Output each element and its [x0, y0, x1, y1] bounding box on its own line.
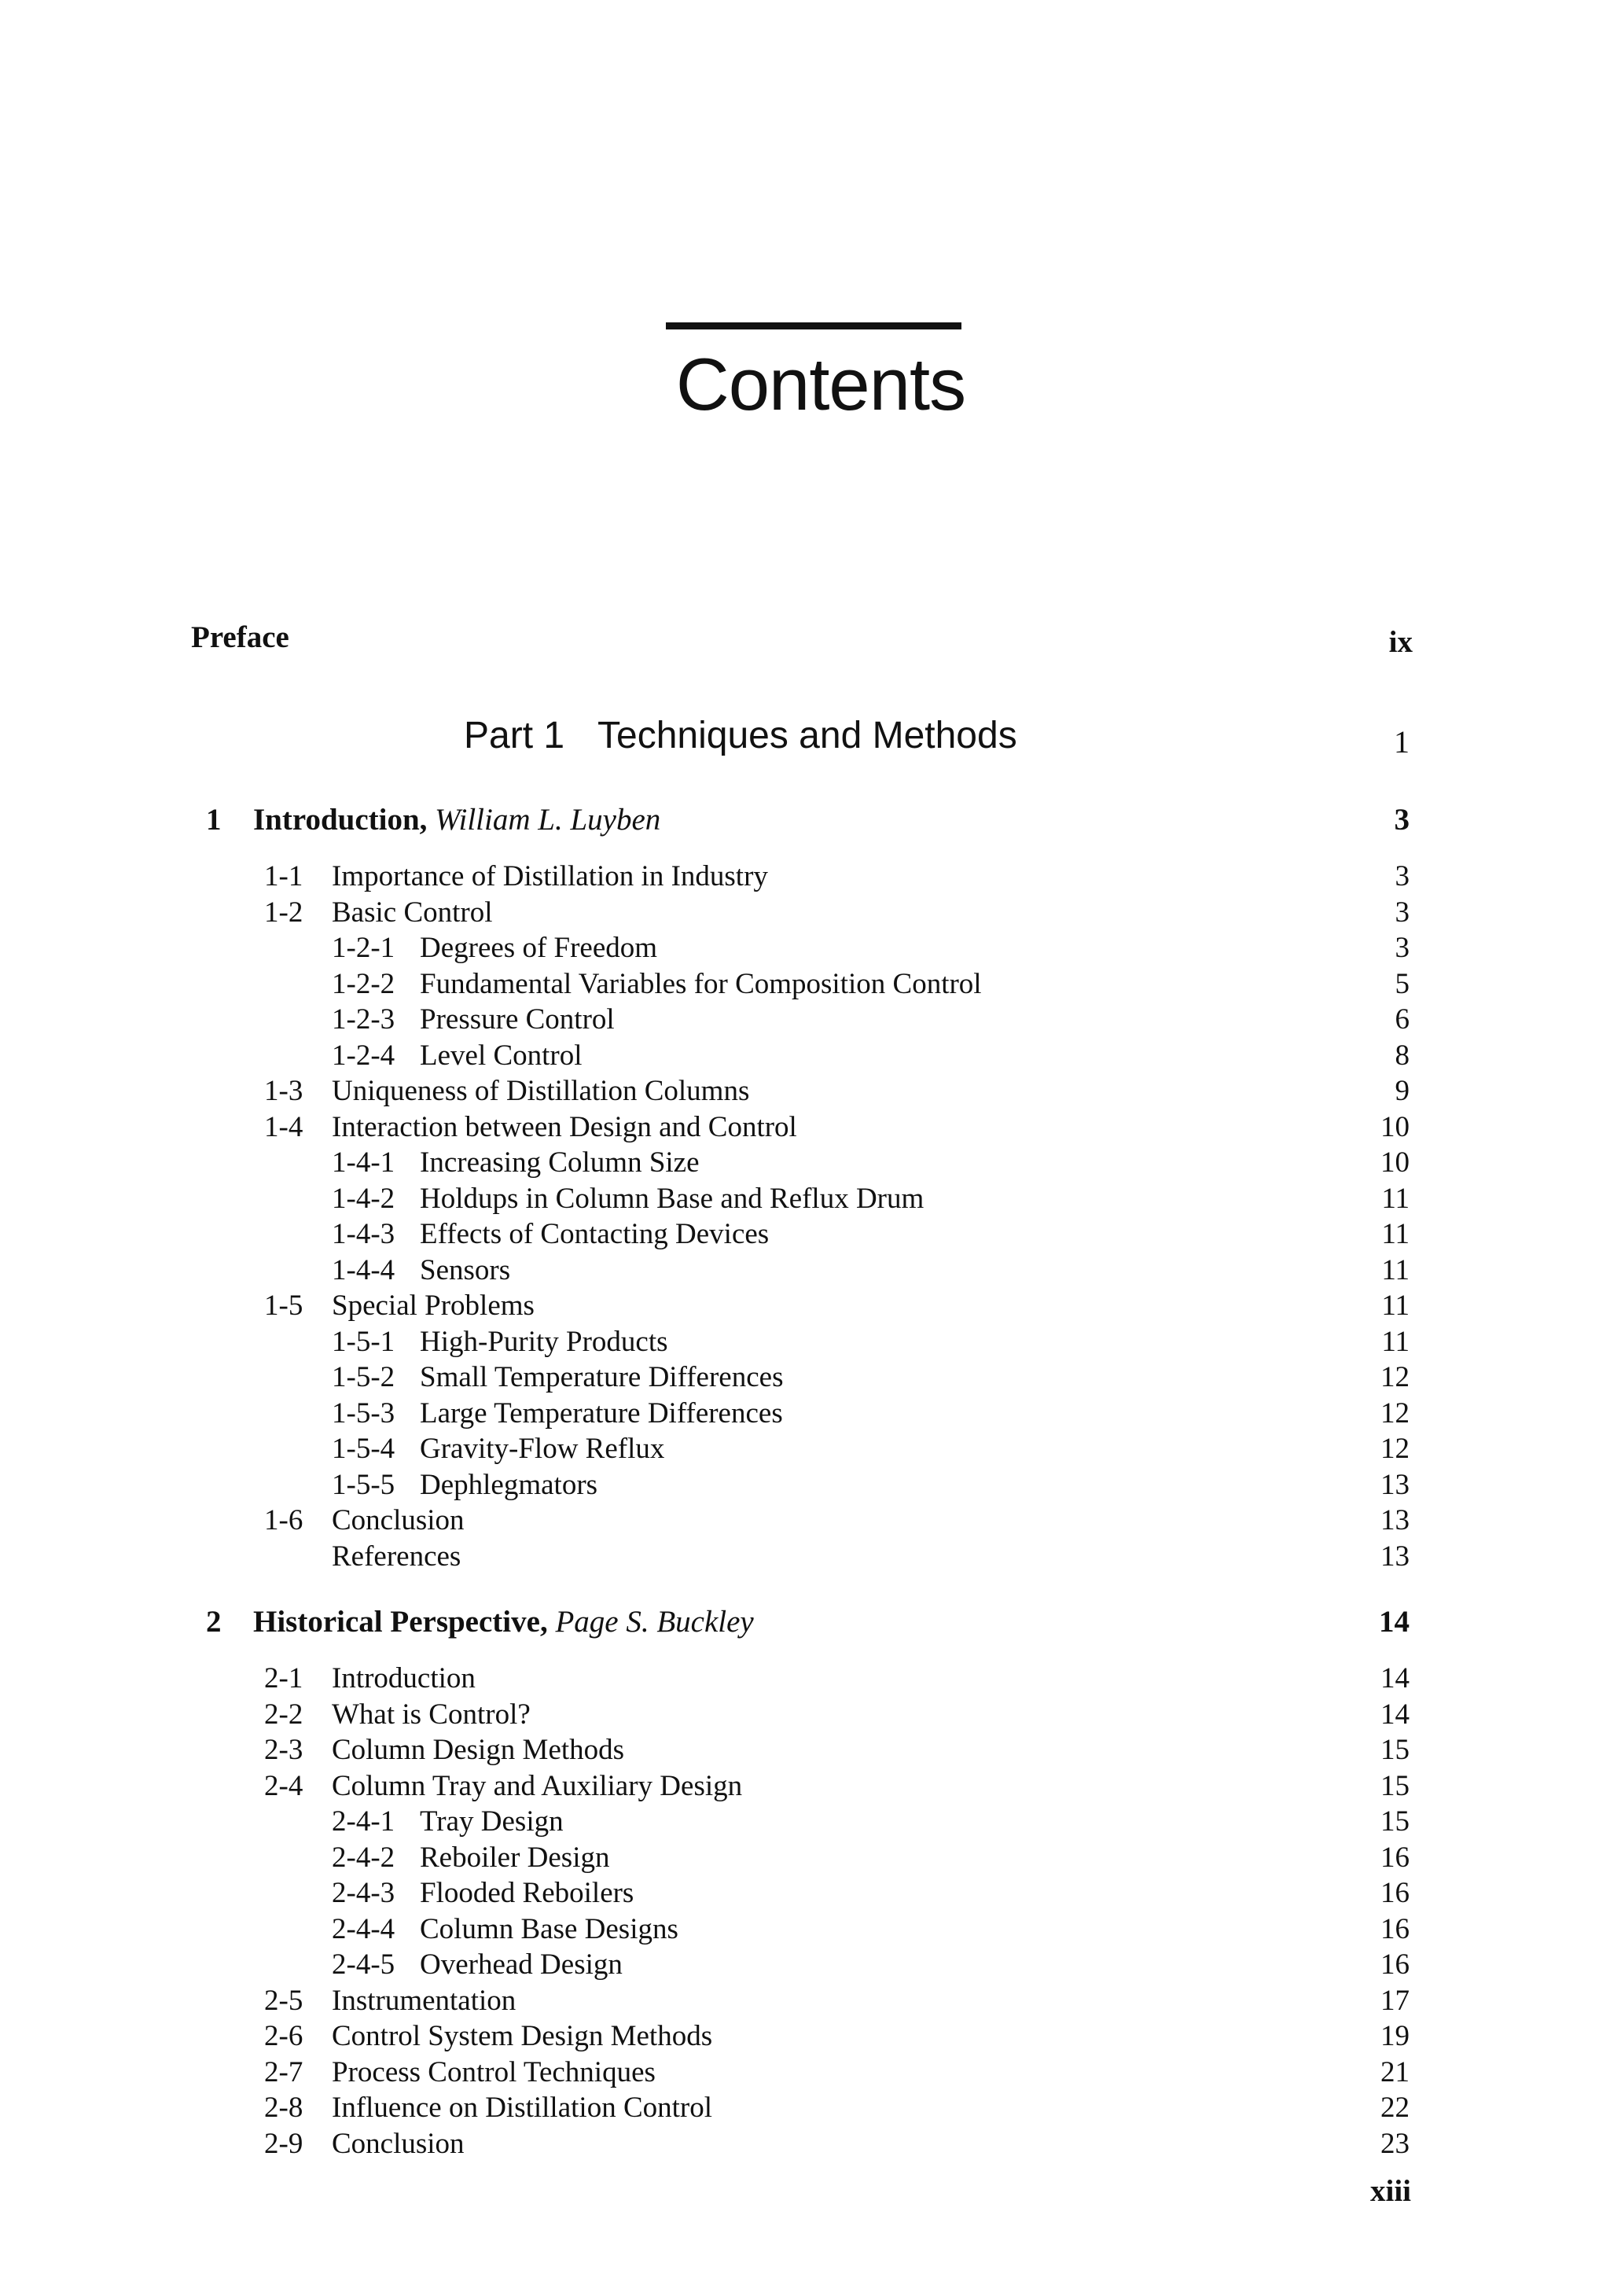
- toc-subsection-row: [0, 1947, 1610, 1983]
- section-page: 9: [1395, 1075, 1410, 1107]
- section-page: 15: [1380, 1734, 1410, 1766]
- section-title: Uniqueness of Distillation Columns: [332, 1075, 750, 1107]
- section-number: 1-3: [264, 1075, 303, 1107]
- section-page: 17: [1380, 1984, 1410, 2017]
- chapter-page: 14: [1379, 1605, 1410, 1639]
- toc-section-row: [0, 2090, 1610, 2126]
- toc-subsection-row: [0, 930, 1610, 966]
- section-number: 1-4-4: [332, 1253, 395, 1286]
- section-page: 11: [1381, 1218, 1410, 1250]
- section-number: 1-6: [264, 1504, 303, 1536]
- section-page: 3: [1395, 932, 1410, 964]
- title-rule: [666, 322, 961, 329]
- section-number: 2-4-2: [332, 1841, 395, 1874]
- section-page: 12: [1380, 1433, 1410, 1465]
- toc-subsection-row: [0, 1467, 1610, 1503]
- chapter-number: 1: [206, 803, 222, 837]
- section-number: 1-2-1: [332, 932, 395, 964]
- section-page: 12: [1380, 1361, 1410, 1393]
- chapter-heading: [0, 1601, 1610, 1643]
- section-page: 22: [1380, 2092, 1410, 2124]
- toc-subsection-row: [0, 1875, 1610, 1911]
- section-number: 1-5-3: [332, 1396, 395, 1429]
- section-page: 14: [1380, 1662, 1410, 1694]
- section-title: Increasing Column Size: [420, 1146, 700, 1179]
- section-number: 1-2-2: [332, 967, 395, 1000]
- toc-section-row: [0, 1288, 1610, 1324]
- chapter-heading: [0, 799, 1610, 841]
- section-number: 1-4-3: [332, 1218, 395, 1250]
- toc-subsection-row: [0, 1804, 1610, 1840]
- section-page: 11: [1381, 1290, 1410, 1322]
- section-page: 15: [1380, 1805, 1410, 1838]
- section-title: Special Problems: [332, 1290, 535, 1322]
- section-number: 1-2-4: [332, 1039, 395, 1072]
- toc-section-row: [0, 895, 1610, 931]
- preface-label: Preface: [191, 620, 289, 654]
- section-title: Control System Design Methods: [332, 2020, 713, 2052]
- section-page: 10: [1380, 1146, 1410, 1179]
- chapter-author: Page S. Buckley: [555, 1605, 754, 1639]
- section-page: 3: [1395, 860, 1410, 892]
- chapter-page: 3: [1394, 803, 1410, 837]
- section-number: 1-2: [264, 896, 303, 929]
- section-number: 2-1: [264, 1662, 303, 1694]
- toc-subsection-row: [0, 1324, 1610, 1360]
- chapter-entries: [0, 1661, 1610, 2162]
- section-title: Column Base Designs: [420, 1912, 678, 1945]
- section-page: 11: [1381, 1253, 1410, 1286]
- toc-section-row: [0, 1109, 1610, 1146]
- section-title: Basic Control: [332, 896, 493, 929]
- section-page: 10: [1380, 1110, 1410, 1143]
- section-number: 2-4-3: [332, 1877, 395, 1909]
- part-title: Techniques and Methods: [597, 715, 1017, 756]
- preface-page: ix: [1388, 625, 1413, 659]
- section-number: 2-3: [264, 1734, 303, 1766]
- toc-section-row: [0, 859, 1610, 895]
- section-number: 2-9: [264, 2127, 303, 2160]
- chapter-title-text: Introduction,: [253, 803, 428, 837]
- toc-section-row: [0, 1732, 1610, 1768]
- toc-subsection-row: [0, 1002, 1610, 1038]
- section-number: 2-4-5: [332, 1948, 395, 1981]
- toc-section-row: [0, 1983, 1610, 2019]
- toc-section-row: [0, 1768, 1610, 1805]
- section-page: 6: [1395, 1003, 1410, 1036]
- toc-subsection-row: [0, 1038, 1610, 1074]
- section-title: High-Purity Products: [420, 1325, 668, 1358]
- chapter-title: [253, 1601, 754, 1643]
- part-page: 1: [1394, 724, 1410, 760]
- section-title: Sensors: [420, 1253, 511, 1286]
- section-number: 2-2: [264, 1698, 303, 1731]
- toc-subsection-row: [0, 1145, 1610, 1181]
- section-title: Instrumentation: [332, 1984, 516, 2017]
- section-page: 16: [1380, 1877, 1410, 1909]
- toc-subsection-row: [0, 1911, 1610, 1948]
- chapter-entries: [0, 859, 1610, 1574]
- section-title: Flooded Reboilers: [420, 1877, 634, 1909]
- toc-section-row: [0, 1503, 1610, 1539]
- section-number: 1-2-3: [332, 1003, 395, 1036]
- chapter-number: 2: [206, 1605, 222, 1639]
- toc-subsection-row: [0, 1181, 1610, 1217]
- section-page: 8: [1395, 1039, 1410, 1072]
- section-title: Pressure Control: [420, 1003, 615, 1036]
- section-title: Column Design Methods: [332, 1734, 625, 1766]
- section-number: 1-4-1: [332, 1146, 395, 1179]
- toc-subsection-row: [0, 1253, 1610, 1289]
- part-label: Part 1: [464, 715, 565, 756]
- section-title: Holdups in Column Base and Reflux Drum: [420, 1182, 924, 1215]
- toc-subsection-row: [0, 1431, 1610, 1467]
- section-number: 2-5: [264, 1984, 303, 2017]
- section-title: Gravity-Flow Reflux: [420, 1433, 665, 1465]
- section-title: Interaction between Design and Control: [332, 1110, 797, 1143]
- section-number: 1-5-1: [332, 1325, 395, 1358]
- section-page: 13: [1380, 1504, 1410, 1536]
- section-title: Column Tray and Auxiliary Design: [332, 1769, 743, 1802]
- section-page: 11: [1381, 1182, 1410, 1215]
- section-title: Degrees of Freedom: [420, 932, 658, 964]
- toc-section-row: [0, 1073, 1610, 1109]
- section-title: Conclusion: [332, 2127, 465, 2160]
- section-page: 16: [1380, 1912, 1410, 1945]
- section-number: 2-7: [264, 2055, 303, 2088]
- section-title: Dephlegmators: [420, 1468, 598, 1501]
- section-title: Large Temperature Differences: [420, 1396, 783, 1429]
- section-title: References: [332, 1540, 461, 1573]
- section-title: Level Control: [420, 1039, 583, 1072]
- section-title: Effects of Contacting Devices: [420, 1218, 770, 1250]
- section-title: Tray Design: [420, 1805, 564, 1838]
- section-title: Introduction: [332, 1662, 476, 1694]
- section-title: Importance of Distillation in Industry: [332, 860, 768, 892]
- section-title: Reboiler Design: [420, 1841, 610, 1874]
- section-number: 1-1: [264, 860, 303, 892]
- section-page: 16: [1380, 1841, 1410, 1874]
- toc-subsection-row: [0, 1360, 1610, 1396]
- section-page: 12: [1380, 1396, 1410, 1429]
- section-title: Process Control Techniques: [332, 2055, 656, 2088]
- section-page: 21: [1380, 2055, 1410, 2088]
- chapter-title-text: Historical Perspective,: [253, 1605, 548, 1639]
- toc-section-row: [0, 1661, 1610, 1697]
- section-title: Fundamental Variables for Composition Control: [420, 967, 982, 1000]
- toc-subsection-row: [0, 1396, 1610, 1432]
- section-title: Small Temperature Differences: [420, 1361, 784, 1393]
- section-title: Overhead Design: [420, 1948, 623, 1981]
- section-number: 1-5: [264, 1290, 303, 1322]
- section-page: 14: [1380, 1698, 1410, 1731]
- toc-section-row: [0, 1539, 1610, 1575]
- section-number: 2-6: [264, 2020, 303, 2052]
- section-page: 11: [1381, 1325, 1410, 1358]
- section-page: 5: [1395, 967, 1410, 1000]
- toc-subsection-row: [0, 966, 1610, 1003]
- section-number: 1-5-2: [332, 1361, 395, 1393]
- section-number: 1-5-4: [332, 1433, 395, 1465]
- section-page: 15: [1380, 1769, 1410, 1802]
- section-title: Conclusion: [332, 1504, 465, 1536]
- section-page: 13: [1380, 1468, 1410, 1501]
- toc-section-row: [0, 2018, 1610, 2055]
- toc-section-row: [0, 1697, 1610, 1733]
- section-page: 16: [1380, 1948, 1410, 1981]
- section-number: 1-5-5: [332, 1468, 395, 1501]
- page-title: Contents: [675, 343, 966, 425]
- toc-section-row: [0, 2126, 1610, 2162]
- section-number: 2-4: [264, 1769, 303, 1802]
- toc-section-row: [0, 2055, 1610, 2091]
- section-number: 2-8: [264, 2092, 303, 2124]
- section-number: 2-4-1: [332, 1805, 395, 1838]
- chapter-title: [253, 799, 660, 841]
- section-page: 3: [1395, 896, 1410, 929]
- section-number: 2-4-4: [332, 1912, 395, 1945]
- section-number: 1-4: [264, 1110, 303, 1143]
- toc-subsection-row: [0, 1216, 1610, 1253]
- section-title: What is Control?: [332, 1698, 531, 1731]
- section-page: 19: [1380, 2020, 1410, 2052]
- toc-subsection-row: [0, 1840, 1610, 1876]
- section-page: 13: [1380, 1540, 1410, 1573]
- section-number: 1-4-2: [332, 1182, 395, 1215]
- chapter-author: William L. Luyben: [435, 803, 661, 837]
- section-page: 23: [1380, 2127, 1410, 2160]
- page-folio: xiii: [1369, 2174, 1411, 2208]
- section-title: Influence on Distillation Control: [332, 2092, 712, 2124]
